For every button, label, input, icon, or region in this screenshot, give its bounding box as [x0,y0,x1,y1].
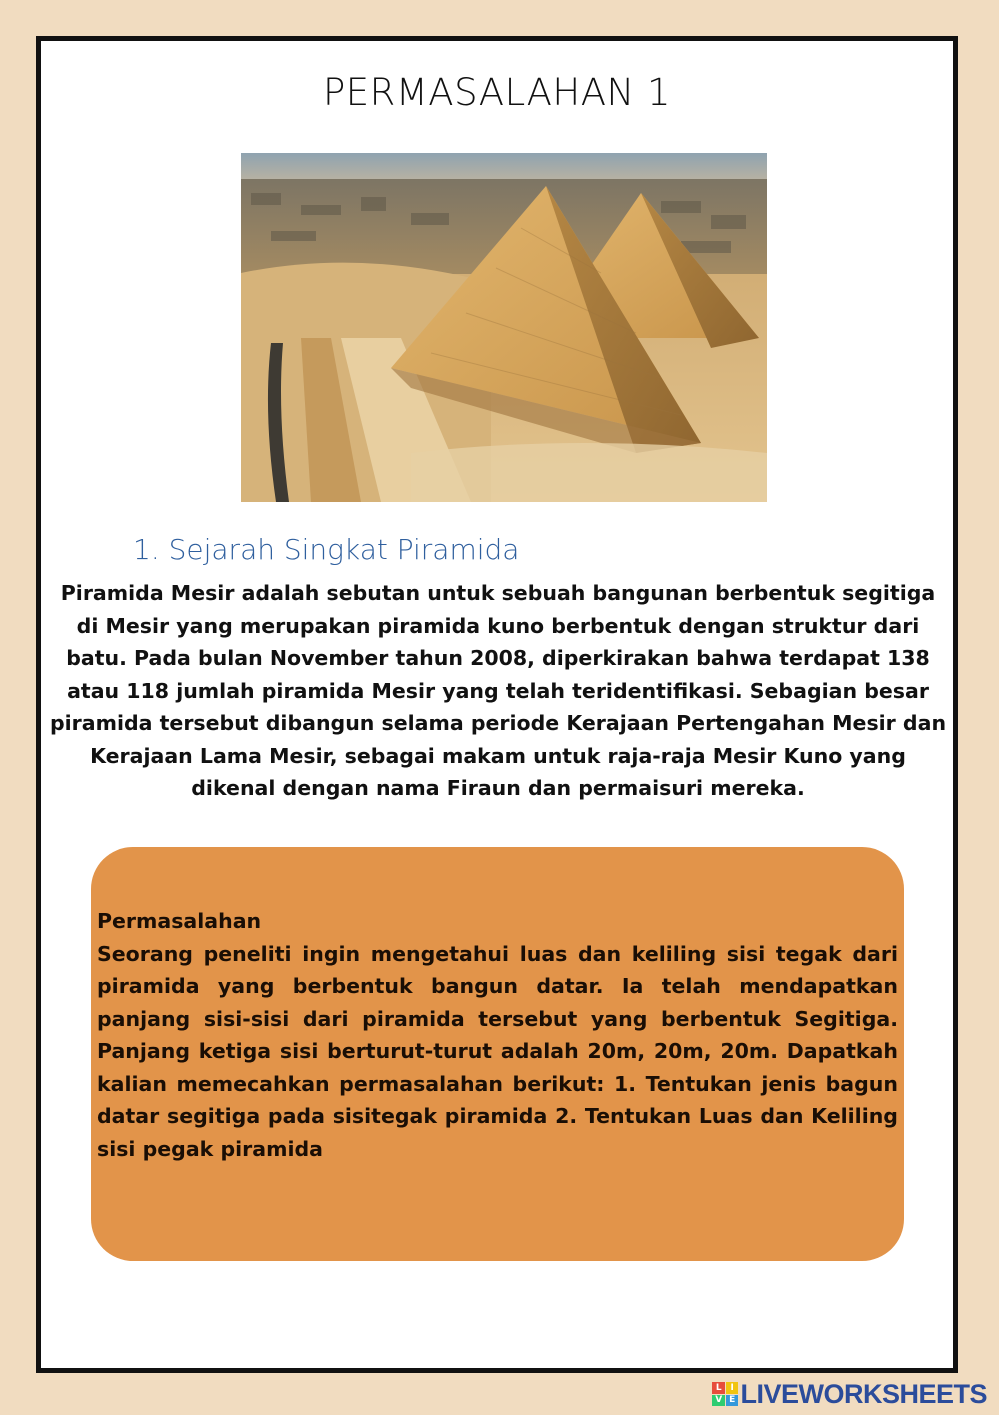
problem-label: Permasalahan [97,909,262,933]
problem-text: Seorang peneliti ingin mengetahui luas dan keliling sisi tegak dari piramida yang berbentuk bangun datar. Ia telah mendapatkan panjang sisi-sisi dari piramida tersebut yang berbentuk Segitiga. Panjang ketiga sisi berturut-turut adalah 20m, 20m, 20m. Dapatkah kalian memecahkan permasalahan berikut: 1. Tentukan jenis bagun datar segitiga pada sisitegak piramida 2. Tentukan Luas dan Keliling sisi pegak piramida [97,941,898,1161]
brand-name: LIVEWORKSHEETS [740,1378,987,1409]
problem-box [91,847,904,1261]
logo-letter: I [726,1382,739,1394]
worksheet-card [36,36,958,1373]
liveworksheets-logo-icon [712,1382,738,1406]
liveworksheets-footer[interactable] [712,1379,987,1409]
logo-letter: V [712,1395,725,1407]
pyramids-photo [241,153,767,502]
pyramids-illustration [241,153,767,502]
logo-letter: L [712,1382,725,1394]
logo-letter: E [726,1395,739,1407]
intro-paragraph: Piramida Mesir adalah sebutan untuk sebuah bangunan berbentuk segitiga di Mesir yang merupakan piramida kuno berbentuk dengan struktur dari batu. Pada bulan November tahun 2008, diperkirakan bahwa terdapat 138 atau 118 jumlah piramida Mesir yang telah teridentifikasi. Sebagian besar piramida tersebut dibangun selama periode Kerajaan Pertengahan Mesir dan Kerajaan Lama Mesir, sebagai makam untuk raja-raja Mesir Kuno yang dikenal dengan nama Firaun dan permaisuri mereka. [49,581,947,800]
section-heading: 1. Sejarah Singkat Piramida [133,533,520,566]
page-title: PERMASALAHAN 1 [322,71,671,114]
